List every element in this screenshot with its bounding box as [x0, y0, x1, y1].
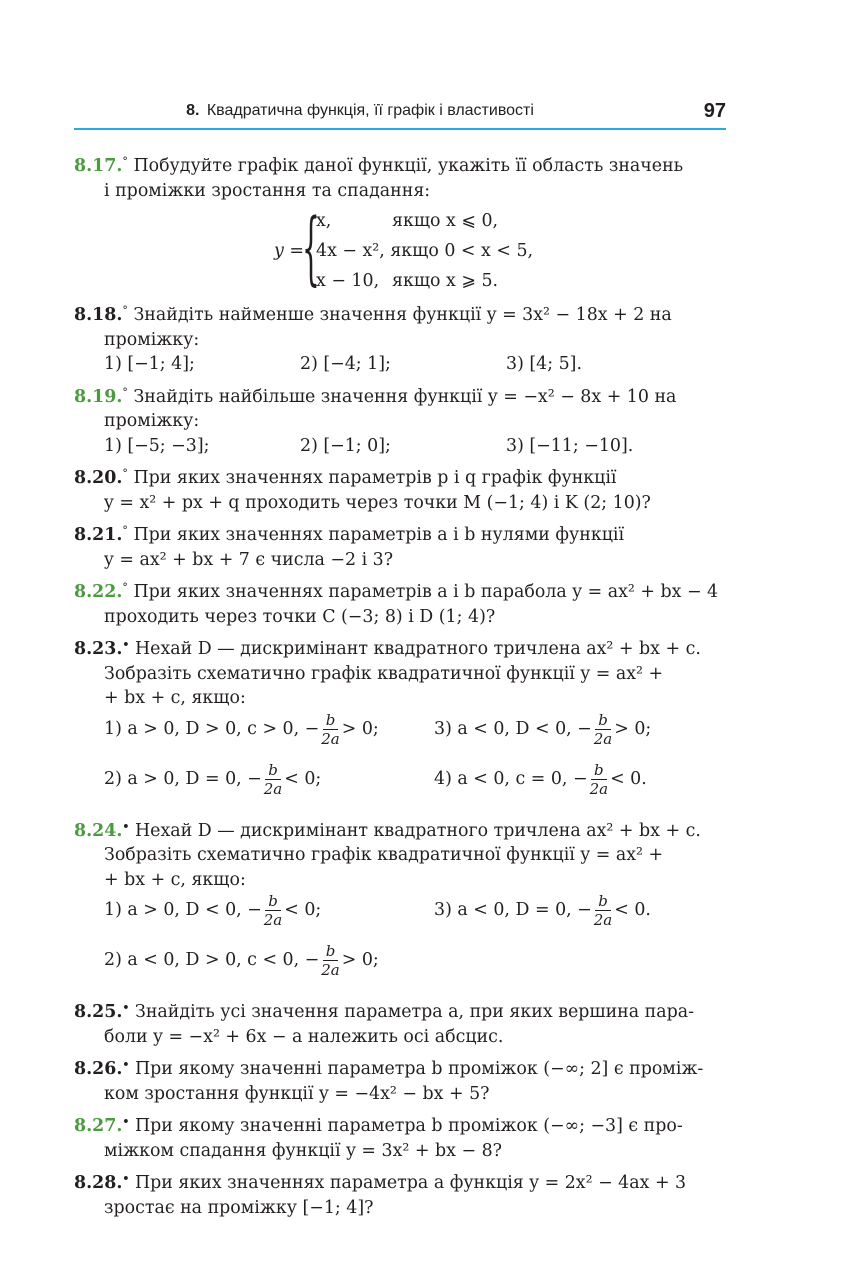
conditions-row-2 [74, 761, 726, 811]
difficulty-mark: ° [122, 304, 128, 317]
page-number: 97 [703, 100, 726, 122]
difficulty-mark: • [122, 819, 130, 833]
chapter-title: Квадратична функція, її графік і властивості [206, 102, 534, 119]
exercise-8-17 [74, 150, 726, 293]
condition-1: 1) a > 0, D > 0, c > 0, − $\frac{b}{2a}$ > 0; [104, 710, 379, 748]
chapter-heading [74, 102, 646, 120]
condition-3: 3) a < 0, D = 0, − $\frac{b}{2a}$ < 0. [434, 892, 651, 929]
exercise-text: Знайдіть найменше значення функції y = 3x² − 18x + 2 на [133, 305, 672, 325]
option-1: 1) [−5; −3]; [104, 435, 210, 456]
exercise-text: Нехай D — дискримінант квадратного тричлена ax² + bx + c. [134, 639, 701, 659]
difficulty-mark: • [122, 638, 130, 651]
exercise-text: При якому значенні параметра b проміжок (−∞; 2] є проміж- [134, 1059, 704, 1079]
exercise-text: При яких значеннях параметра a функція y = 2x² − 4ax + 3 [134, 1173, 687, 1193]
option-3: 3) [4; 5]. [506, 354, 582, 374]
difficulty-mark: • [122, 1058, 130, 1071]
exercise-8-26 [74, 1053, 726, 1106]
exercise-number: 8.26. [74, 1059, 123, 1079]
exercise-text: Зобразіть схематично графік квадратичної функції y = ax² + [104, 663, 664, 684]
exercise-text: зростає на проміжку [−1; 4]? [104, 1197, 374, 1218]
conditions-row-2 [74, 942, 726, 992]
exercise-number: 8.27. [74, 1116, 123, 1136]
difficulty-mark: ° [122, 467, 128, 480]
condition-4: 4) a < 0, c = 0, − $\frac{b}{2a}$ < 0. [434, 760, 647, 798]
difficulty-mark: ° [122, 385, 128, 399]
exercise-8-18 [74, 299, 726, 377]
brace-icon: { [302, 201, 320, 294]
exercise-text: y = ax² + bx + 7 є числа −2 і 3? [104, 549, 394, 570]
exercise-text: проходить через точки C (−3; 8) і D (1; 4)? [104, 606, 496, 627]
exercise-8-24 [74, 815, 726, 993]
option-1: 1) [−1; 4]; [104, 354, 195, 374]
exercise-text: Нехай D — дискримінант квадратного тричлена ax² + bx + c. [134, 820, 701, 841]
exercise-text: і проміжки зростання та спадання: [104, 180, 431, 201]
exercise-number: 8.23. [74, 639, 123, 659]
exercise-number: 8.22. [74, 582, 123, 602]
header-rule [74, 128, 726, 130]
case-1: x, [316, 211, 332, 231]
exercise-number: 8.20. [74, 468, 123, 488]
exercise-text: Знайдіть усі значення параметра a, при яких вершина пара- [134, 1002, 694, 1022]
case-2: 4x − x², якщо 0 < x < 5, [316, 241, 534, 261]
exercise-8-27 [74, 1110, 726, 1163]
exercise-8-19 [74, 381, 726, 459]
exercise-text: При якому значенні параметра b проміжок (−∞; −3] є про- [134, 1116, 683, 1136]
exercise-number: 8.25. [74, 1002, 123, 1022]
exercise-text: y = x² + px + q проходить через точки M (−1; 4) і K (2; 10)? [104, 492, 651, 513]
difficulty-mark: ° [122, 524, 128, 537]
conditions-row-1 [74, 711, 726, 761]
exercise-8-25 [74, 996, 726, 1049]
exercise-text: Побудуйте графік даної функції, укажіть її область значень [133, 156, 684, 176]
exercise-text: + bx + c, якщо: [104, 869, 246, 890]
function-label: y = [274, 241, 304, 261]
condition-3: 3) a < 0, D < 0, − $\frac{b}{2a}$ > 0; [434, 710, 652, 748]
fraction: $\frac{b}{2a}$ [321, 710, 340, 748]
case-3-condition: якщо x ⩾ 5. [392, 271, 499, 291]
exercise-text: + bx + c, якщо: [104, 688, 246, 708]
option-3: 3) [−11; −10]. [506, 435, 634, 456]
exercise-number: 8.21. [74, 525, 123, 545]
case-1-condition: якщо x ⩽ 0, [392, 211, 499, 231]
fraction: $\frac{b}{2a}$ [263, 760, 283, 798]
exercise-text: міжком спадання функції y = 3x² + bx − 8? [104, 1140, 502, 1161]
exercise-text: При яких значеннях параметрів a і b нулями функції [133, 525, 625, 545]
option-list [74, 352, 726, 377]
exercise-text: При яких значеннях параметрів a і b парабола y = ax² + bx − 4 [133, 582, 719, 602]
exercise-8-23 [74, 633, 726, 811]
exercise-8-21 [74, 519, 726, 572]
page-header [74, 100, 726, 130]
difficulty-mark: • [122, 1115, 130, 1128]
exercise-number: 8.19. [74, 386, 123, 407]
exercise-8-22 [74, 576, 726, 629]
exercise-text: проміжку: [104, 411, 200, 431]
option-2: 2) [−4; 1]; [300, 354, 391, 374]
difficulty-mark: • [122, 1001, 130, 1014]
exercise-text: При яких значеннях параметрів p і q графік функції [133, 468, 617, 488]
option-list [74, 434, 726, 459]
exercise-list [74, 150, 726, 1224]
exercise-number: 8.18. [74, 305, 123, 325]
exercise-text: Зобразіть схематично графік квадратичної функції y = ax² + [104, 845, 664, 865]
exercise-text: ком зростання функції y = −4x² − bx + 5? [104, 1083, 490, 1104]
exercise-number: 8.24. [74, 820, 123, 841]
exercise-number: 8.17. [74, 156, 123, 176]
condition-1: 1) a > 0, D < 0, − $\frac{b}{2a}$ < 0; [104, 892, 322, 929]
fraction: $\frac{b}{2a}$ [263, 892, 283, 929]
condition-2: 2) a < 0, D > 0, c < 0, − $\frac{b}{2a}$ > 0; [104, 942, 379, 979]
fraction: $\frac{b}{2a}$ [593, 892, 613, 929]
exercise-8-20 [74, 462, 726, 515]
fraction: $\frac{b}{2a}$ [593, 710, 613, 748]
exercise-text: Знайдіть найбільше значення функції y = −x² − 8x + 10 на [133, 386, 677, 407]
difficulty-mark: • [122, 1172, 130, 1185]
difficulty-mark: ° [122, 581, 128, 594]
chapter-number: 8. [186, 102, 200, 119]
exercise-text: проміжку: [104, 329, 200, 350]
exercise-8-28 [74, 1167, 726, 1220]
difficulty-mark: ° [122, 155, 128, 168]
fraction: $\frac{b}{2a}$ [589, 760, 609, 798]
exercise-text: боли y = −x² + 6x − a належить осі абсцис. [104, 1026, 504, 1047]
case-3: x − 10, [316, 271, 380, 291]
exercise-number: 8.28. [74, 1173, 123, 1193]
piecewise-function [74, 201, 726, 294]
conditions-row-1 [74, 892, 726, 942]
option-2: 2) [−1; 0]; [300, 435, 391, 456]
condition-2: 2) a > 0, D = 0, − $\frac{b}{2a}$ < 0; [104, 760, 322, 798]
fraction: $\frac{b}{2a}$ [321, 942, 340, 979]
